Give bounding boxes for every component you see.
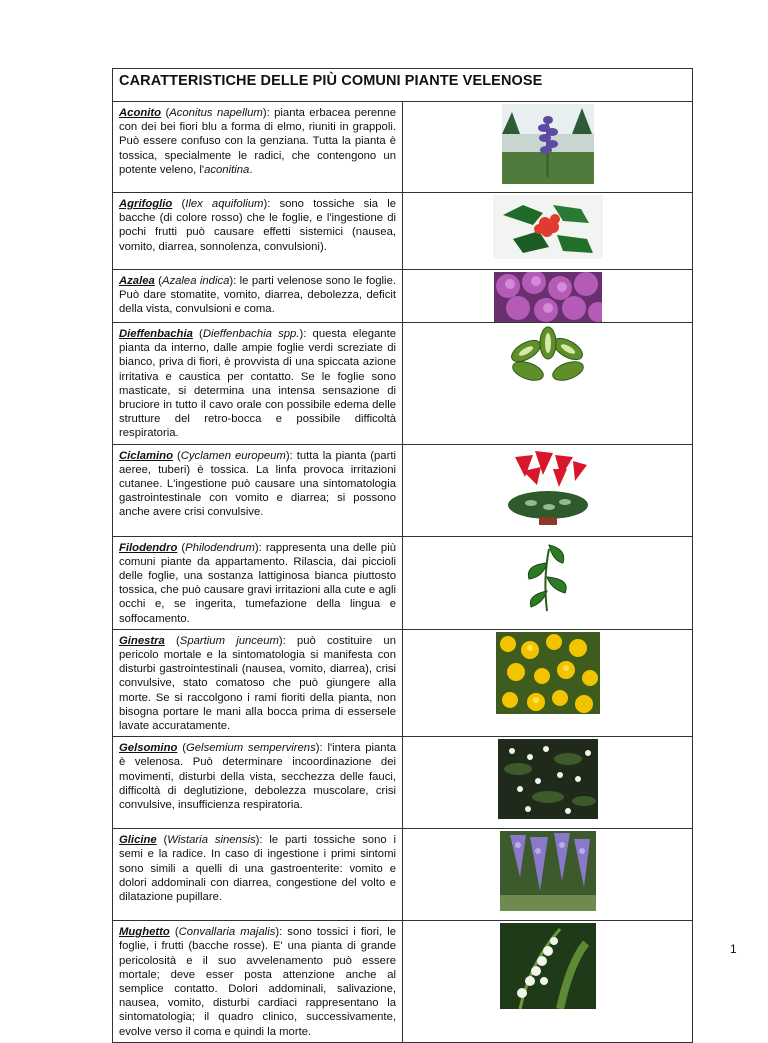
plant-sci-name: Spartium junceum	[179, 634, 279, 647]
plant-name: Filodendro	[119, 541, 178, 554]
plant-image-cell	[403, 444, 693, 536]
plant-name: Dieffenbachia	[119, 328, 193, 340]
plant-description: : sono tossiche sia le bacche (di colore rosso) che le foglie, e l'ingestione di pochi frutti può causare effetti sistemici (nausea, vomito, diarrea, sonnolenza, convulsioni).	[119, 198, 396, 253]
plant-text: Ginestra (Spartium junceum): può costituire un pericolo mortale e la sintomatologia si manifesta con disturbi gastrointestinali (nausea, vomito, diarrea), crisi convulsive, stato comatoso che può giungere alla morte. Se si raccolgono i rami fioriti della pianta, non bisogna portare le mani alla bocca prima di essersele lavate accuratamente.	[113, 629, 403, 736]
plant-name: Mughetto	[119, 926, 170, 939]
plant-text: Glicine (Wistaria sinensis): le parti tossiche sono i semi e la radice. In caso di ingestione i primi sintomi sono simili a quelli di una gastroenterite: vomito e dolori addominali con diarrea, congestione del volto e dilatazione pupillare.	[113, 829, 403, 921]
plant-name: Gelsomino	[119, 742, 178, 755]
mughetto-image	[500, 923, 596, 1009]
plant-description: : pianta erbacea perenne con dei bei fiori blu a forma di elmo, riuniti in grappoli. Può essere confuso con la genziana. Tutta la pianta è tossica, specialmente le radici, che contengono un potente veleno, l'	[119, 107, 397, 176]
plant-sci-name: Azalea indica	[161, 275, 230, 287]
table-title: CARATTERISTICHE DELLE PIÙ COMUNI PIANTE VELENOSE	[113, 69, 693, 102]
plant-description: : può costituire un pericolo mortale e la sintomatologia si manifesta con disturbi gastrointestinali (nausea, vomito, diarrea), crisi convulsive, stato comatoso che può giungere alla morte. Se si raccolgono i rami fioriti della pianta, non bisogna portare le mani alla bocca prima di essersele lavate accuratamente.	[119, 634, 396, 733]
plant-name: Glicine	[119, 834, 157, 847]
plant-name: Ginestra	[119, 634, 165, 647]
azalea-image	[494, 272, 602, 322]
plant-description: : questa elegante pianta da interno, dalle ampie foglie verdi screziate di bianco, priva di fiori, è provvista di una spiccata azione irritativa e caustica per contatto. Se le foglie sono masticate, si determina una intensa sensazione di bruciore in tutto il cavo orale con possibile edema delle strutture del retro-bocca e possibile difficoltà respiratoria.	[119, 328, 396, 440]
plant-sci-name: Wistaria sinensis	[167, 834, 256, 847]
plant-image-cell	[403, 629, 693, 736]
page-number: 1	[730, 942, 737, 956]
plant-row-agrifoglio	[113, 193, 693, 270]
gelsomino-image	[498, 739, 598, 819]
plant-name: Agrifoglio	[119, 198, 173, 210]
plant-row-dieffenbachia	[113, 323, 693, 445]
plant-description: : le parti velenose sono le foglie. Può dare stomatite, vomito, diarrea, debolezza, deficit della vista, convulsioni e coma.	[119, 275, 396, 316]
plants-table	[112, 68, 693, 1043]
plant-description: : sono tossici i fiori, le foglie, i frutti (bacche rosse). E' una pianta di grande pericolosità e il suo avvelenamento può essere mortale; deve esser posta attenzione anche al semplice contatto. Dolori addominali, salivazione, nausea, vomito, disturbi cardiaci rappresentano la sintomatologia; il quadro clinico, successivamente, evolve verso il coma e quindi la morte.	[119, 926, 397, 1038]
plant-text: Agrifoglio (Ilex aquifolium): sono tossiche sia le bacche (di colore rosso) che le foglie, e l'ingestione di pochi frutti può causare effetti sistemici (nausea, vomito, diarrea, sonnolenza, convulsioni).	[113, 193, 403, 270]
plant-row-aconito	[113, 102, 693, 193]
plant-row-azalea	[113, 270, 693, 323]
plant-sci-name: Ilex aquifolium	[185, 198, 264, 210]
agrifoglio-image	[493, 195, 603, 259]
plant-image-cell	[403, 270, 693, 323]
plant-description: : le parti tossiche sono i semi e la radice. In caso di ingestione i primi sintomi sono simili a quelli di una gastroenterite: vomito e dolori addominali con diarrea, congestione del volto e dilatazione pupillare.	[119, 834, 396, 904]
plant-row-filodendro	[113, 536, 693, 629]
plant-description-end: .	[249, 163, 253, 176]
plant-sci-name: Gelsemium sempervirens	[185, 742, 316, 755]
plant-text: Filodendro (Philodendrum): rappresenta una delle più comuni piante da appartamento. Rilascia, dai piccioli delle foglie, una sostanza lattiginosa bianca piuttosto tossica, che può causare gravi irritazioni alla cute e agli occhi e, se ingerita, tumefazione della lingua e soffocamento.	[113, 536, 403, 629]
ciclamino-image	[503, 447, 593, 527]
plant-row-gelsomino	[113, 737, 693, 829]
plant-row-ciclamino	[113, 444, 693, 536]
plant-text: Gelsomino (Gelsemium sempervirens): l'intera pianta è velenosa. Può determinare incoordinazione dei movimenti, disturbi della vista, secchezza delle fauci, difficoltà di deglutizione, debolezza muscolare, crisi convulsive, insufficienza respiratoria.	[113, 737, 403, 829]
plant-row-ginestra	[113, 629, 693, 736]
plant-sci-name: Cyclamen europeum	[180, 449, 286, 462]
plant-sci-name: Convallaria majalis	[178, 926, 276, 939]
plant-text: Mughetto (Convallaria majalis): sono tossici i fiori, le foglie, i frutti (bacche rosse). E' una pianta di grande pericolosità e il suo avvelenamento può essere mortale; deve esser posta attenzione anche al semplice contatto. Dolori addominali, salivazione, nausea, vomito, disturbi cardiaci rappresentano la sintomatologia; il quadro clinico, successivamente, evolve verso il coma e quindi la morte.	[113, 921, 403, 1043]
plant-sci-name: Dieffenbachia spp.	[202, 328, 300, 340]
plant-image-cell	[403, 737, 693, 829]
plant-row-glicine	[113, 829, 693, 921]
plant-description: : l'intera pianta è velenosa. Può determinare incoordinazione dei movimenti, disturbi della vista, secchezza delle fauci, difficoltà di deglutizione, debolezza muscolare, crisi convulsive, insufficienza respiratoria.	[119, 742, 396, 812]
plant-name: Azalea	[119, 275, 155, 287]
plant-description: : rappresenta una delle più comuni piante da appartamento. Rilascia, dai piccioli delle foglie, una sostanza lattiginosa bianca piuttosto tossica, che può causare gravi irritazioni alla cute e agli occhi e, se ingerita, tumefazione della lingua e soffocamento.	[119, 541, 396, 625]
plant-image-cell	[403, 829, 693, 921]
plant-row-mughetto	[113, 921, 693, 1043]
plant-text: Azalea (Azalea indica): le parti velenose sono le foglie. Può dare stomatite, vomito, diarrea, debolezza, deficit della vista, convulsioni e coma.	[113, 270, 403, 323]
plant-sci-name: Philodendrum	[185, 541, 255, 554]
plant-image-cell	[403, 536, 693, 629]
plant-text: Dieffenbachia (Dieffenbachia spp.): questa elegante pianta da interno, dalle ampie foglie verdi screziate di bianco, priva di fiori, è provvista di una spiccata azione irritativa e caustica per contatto. Se le foglie sono masticate, si determina una intensa sensazione di bruciore in tutto il cavo orale con possibile edema delle strutture del retro-bocca e possibile difficoltà respiratoria.	[113, 323, 403, 445]
plant-description: : tutta la pianta (parti aeree, tuberi) è tossica. La linfa provoca irritazioni cutanee. L'ingestione può causare una sintomatologia gastrointestinale con vomito e diarrea; si possono anche avere crisi convulsive.	[119, 449, 396, 519]
ginestra-image	[496, 632, 600, 714]
plant-image-cell	[403, 921, 693, 1043]
plant-image-cell	[403, 193, 693, 270]
filodendro-image	[513, 539, 583, 613]
plant-image-cell	[403, 323, 693, 445]
plant-toxin: aconitina	[204, 163, 250, 176]
plant-sci-name: Aconitus napellum	[169, 107, 263, 119]
dieffenbachia-image	[506, 325, 590, 391]
plant-name: Aconito	[119, 107, 162, 119]
plant-text: Ciclamino (Cyclamen europeum): tutta la pianta (parti aeree, tuberi) è tossica. La linfa provoca irritazioni cutanee. L'ingestione può causare una sintomatologia gastrointestinale con vomito e diarrea; si possono anche avere crisi convulsive.	[113, 444, 403, 536]
plant-text: Aconito (Aconitus napellum): pianta erbacea perenne con dei bei fiori blu a forma di elmo, riuniti in grappoli. Può essere confuso con la genziana. Tutta la pianta è tossica, specialmente le radici, che contengono un potente veleno, l'aconitina.	[113, 102, 403, 193]
plant-image-cell	[403, 102, 693, 193]
glicine-image	[500, 831, 596, 911]
plant-name: Ciclamino	[119, 449, 173, 462]
aconito-image	[502, 104, 594, 184]
